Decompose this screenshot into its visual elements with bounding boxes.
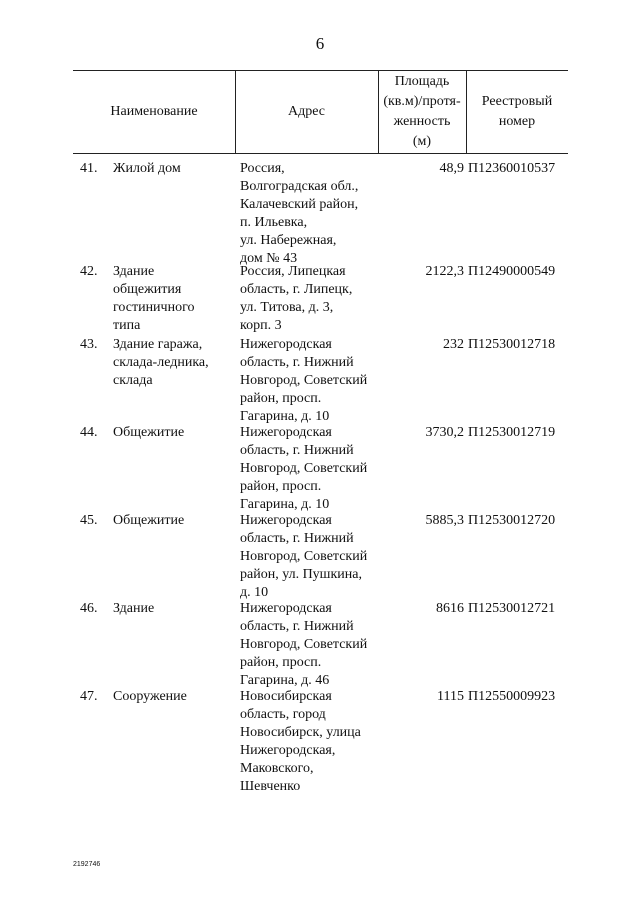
row-name (113, 600, 233, 618)
address-line: район, просп. (240, 479, 322, 494)
address-line: Россия, Липецкая (240, 264, 346, 279)
name-line: типа (113, 318, 141, 333)
row-address (240, 688, 380, 796)
row-number: 42. (80, 264, 98, 279)
address-line: Гагарина, д. 10 (240, 409, 330, 424)
address-line: область, г. Липецк, (240, 282, 353, 297)
row-number: 43. (80, 337, 98, 352)
name-line: Общежитие (113, 513, 185, 528)
address-line: Гагарина, д. 46 (240, 673, 330, 688)
row-registry-number: П12550009923 (468, 689, 556, 704)
row-name (113, 424, 233, 442)
address-line: область, г. Нижний (240, 355, 354, 370)
row-name (113, 688, 233, 706)
address-line: Нижегородская, (240, 743, 336, 758)
row-name (113, 263, 233, 335)
address-line: Нижегородская (240, 337, 332, 352)
address-line: область, г. Нижний (240, 619, 354, 634)
table-header (73, 70, 568, 154)
header-area-line: (кв.м)/протя- (383, 94, 461, 109)
address-line: Волгоградская обл., (240, 179, 359, 194)
row-registry-number: П12360010537 (468, 161, 556, 176)
row-name (113, 160, 233, 178)
row-registry-number: П12490000549 (468, 264, 556, 279)
name-line: склада (113, 373, 153, 388)
header-area-line: женность (393, 114, 451, 129)
address-line: Нижегородская (240, 601, 332, 616)
row-number: 47. (80, 689, 98, 704)
address-line: п. Ильевка, (240, 215, 308, 230)
name-line: Здание (113, 264, 155, 279)
address-line: Новгород, Советский (240, 549, 368, 564)
name-line: Здание (113, 601, 155, 616)
address-line: район, ул. Пушкина, (240, 567, 362, 582)
row-number: 41. (80, 161, 98, 176)
row-registry-number: П12530012719 (468, 425, 556, 440)
row-number: 45. (80, 513, 98, 528)
name-line: общежития (113, 282, 182, 297)
name-line: гостиничного (113, 300, 195, 315)
header-registry-line: номер (498, 114, 536, 129)
address-line: ул. Титова, д. 3, (240, 300, 334, 315)
row-name (113, 336, 233, 390)
row-address (240, 160, 380, 268)
row-area: 8616 (436, 601, 464, 616)
address-line: область, г. Нижний (240, 531, 354, 546)
address-line: область, г. Нижний (240, 443, 354, 458)
row-number: 46. (80, 601, 98, 616)
name-line: Здание гаража, (113, 337, 203, 352)
address-line: Нижегородская (240, 513, 332, 528)
page-number: 6 (315, 34, 325, 53)
name-line: Сооружение (113, 689, 187, 704)
row-area: 2122,3 (425, 264, 464, 279)
row-address (240, 263, 380, 335)
address-line: Калачевский район, (240, 197, 359, 212)
address-line: Гагарина, д. 10 (240, 497, 330, 512)
address-line: Новгород, Советский (240, 637, 368, 652)
header-area-line: (м) (412, 134, 432, 149)
header-registry (466, 71, 568, 153)
name-line: Общежитие (113, 425, 185, 440)
row-area: 1115 (437, 689, 464, 704)
address-line: Нижегородская (240, 425, 332, 440)
address-line: район, просп. (240, 391, 322, 406)
address-line: Россия, (240, 161, 285, 176)
address-line: Новгород, Советский (240, 461, 368, 476)
document-code: 2192746 (73, 861, 101, 868)
row-address (240, 424, 380, 514)
row-area: 5885,3 (425, 513, 464, 528)
row-name (113, 512, 233, 530)
row-area: 3730,2 (425, 425, 464, 440)
name-line: Жилой дом (113, 161, 181, 176)
row-number: 44. (80, 425, 98, 440)
address-line: Новгород, Советский (240, 373, 368, 388)
header-registry-line: Реестровый (481, 94, 553, 109)
row-registry-number: П12530012718 (468, 337, 556, 352)
row-address (240, 512, 380, 602)
address-line: дом № 43 (240, 251, 298, 266)
row-registry-number: П12530012720 (468, 513, 556, 528)
header-area (378, 71, 466, 153)
address-line: Новосибирск, улица (240, 725, 361, 740)
address-line: корп. 3 (240, 318, 282, 333)
address-line: Маковского, (240, 761, 314, 776)
header-address: Адрес (287, 104, 325, 119)
row-address (240, 600, 380, 690)
header-area-line: Площадь (394, 74, 450, 89)
address-line: район, просп. (240, 655, 322, 670)
header-name: Наименование (110, 104, 198, 119)
row-area: 48,9 (439, 161, 464, 176)
address-line: область, город (240, 707, 326, 722)
address-line: Новосибирская (240, 689, 332, 704)
row-area: 232 (443, 337, 464, 352)
name-line: склада-ледника, (113, 355, 209, 370)
row-registry-number: П12530012721 (468, 601, 556, 616)
row-address (240, 336, 380, 426)
address-line: ул. Набережная, (240, 233, 337, 248)
address-line: д. 10 (240, 585, 269, 600)
address-line: Шевченко (240, 779, 301, 794)
